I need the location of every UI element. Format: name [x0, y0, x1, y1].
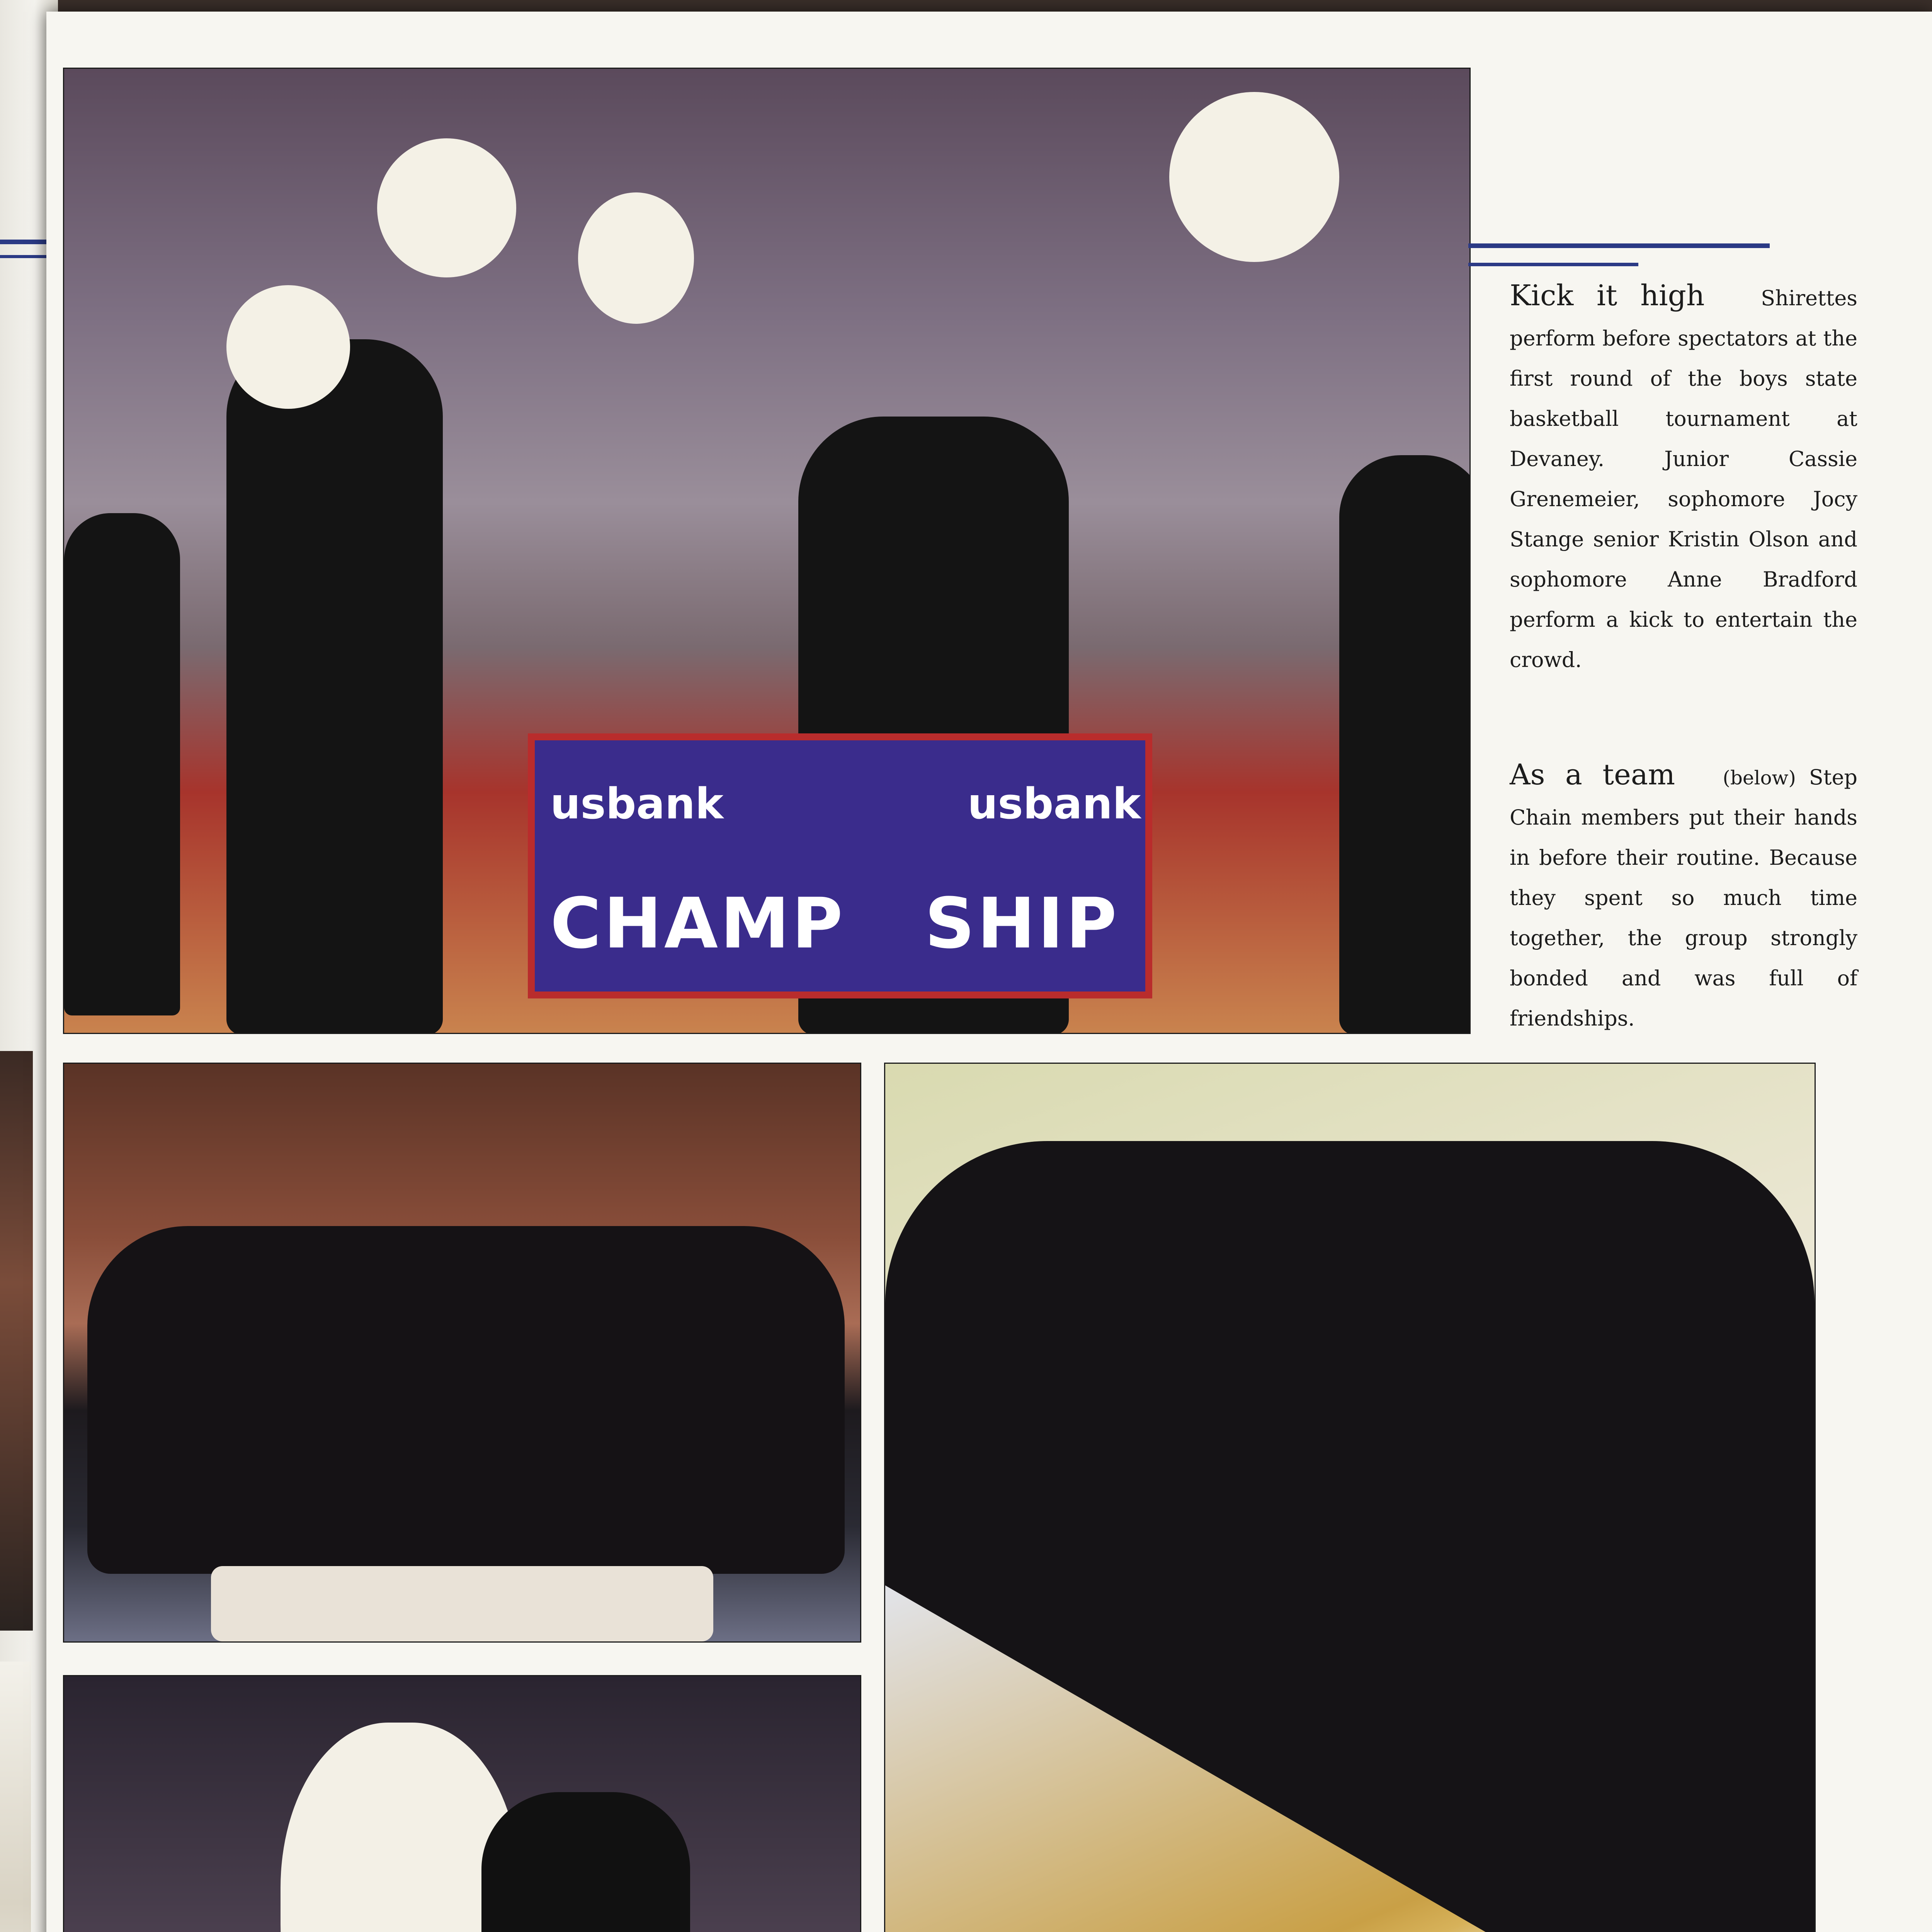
caption-body: Shirettes perform before spectators at the first round of the boys state basketball tournament at Devaney. Junior Cassie Grenemeier, sophomore Jocy Stange senior Kristin Olson and sophomore Anne Bradford perform a kick to entertain the crowd. [1510, 286, 1857, 672]
banner-sponsor-left: usbank [550, 779, 724, 828]
caption-body: Step Chain members put their hands in before their routine. Because they spent so much time together, the group strongly bonded and was full of friendships. [1510, 765, 1857, 1031]
dancer-silhouette [226, 339, 443, 1034]
court-sideline-sign [528, 733, 1152, 998]
caption-position: (below) [1723, 767, 1796, 789]
pompom [1169, 92, 1339, 262]
caption-as-a-team [1510, 757, 1857, 1041]
photo-kick-line [63, 68, 1471, 1034]
pompom [226, 285, 350, 409]
table-with-plates [211, 1566, 713, 1641]
facing-page-photo-strip-top [0, 1051, 33, 1631]
yearbook-page [46, 12, 1932, 1932]
photo-princess-breakfast [63, 1063, 861, 1643]
dancer-silhouette [481, 1792, 690, 1932]
caption-kick-it-high [1510, 278, 1857, 682]
dancer-silhouette [64, 513, 180, 1015]
caption-heading: As a team [1510, 758, 1675, 791]
group-of-dancers [87, 1226, 845, 1574]
caption-heading: Kick it high [1510, 279, 1705, 312]
banner-championship-text: CHAMP SHIP [550, 883, 1119, 964]
photo-staying-in-sync [63, 1675, 861, 1932]
facing-page-photo-strip-bottom [0, 1662, 31, 1932]
pompom [578, 192, 694, 324]
caption-rule-bottom [1468, 263, 1638, 266]
caption-rule-top [1468, 243, 1770, 248]
pompom [377, 138, 516, 277]
banner-sponsor-right: usbank [968, 779, 1141, 828]
dancer-silhouette [1339, 455, 1471, 1034]
photo-hands-in [884, 1063, 1816, 1932]
